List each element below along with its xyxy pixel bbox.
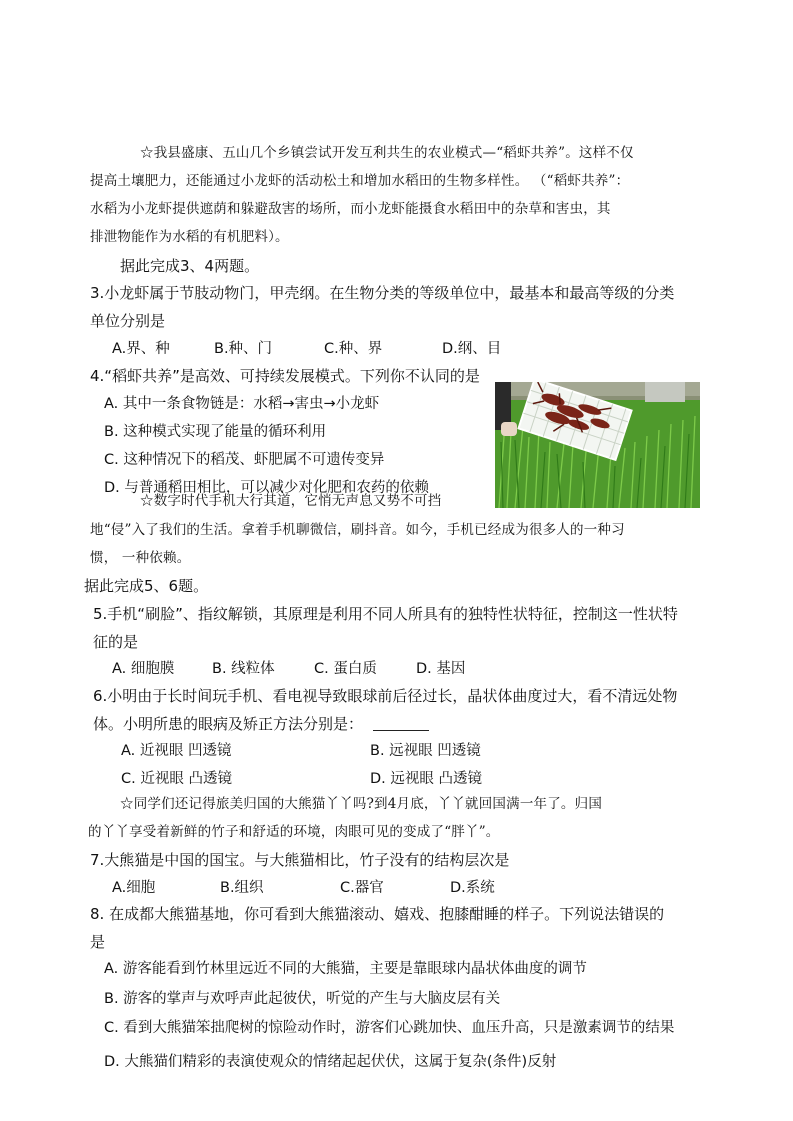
q5-option-b: B. 线粒体 — [212, 661, 275, 677]
q4-option-a: A. 其中一条食物链是：水稻→害虫→小龙虾 — [104, 396, 380, 412]
passage-3-line-1: ☆同学们还记得旅美归国的大熊猫丫丫吗?到4月底，丫丫就回国满一年了。归国 — [120, 796, 603, 812]
q7-option-a: A.细胞 — [112, 880, 156, 896]
q6-stem-line-2 — [93, 714, 429, 734]
q7-option-b: B.组织 — [220, 880, 264, 896]
q3-stem-line-1: 3.小龙虾属于节肢动物门，甲壳纲。在生物分类的等级单位中，最基本和最高等级的分类 — [90, 284, 675, 302]
q8-option-b: B. 游客的掌声与欢呼声此起彼伏，听觉的产生与大脑皮层有关 — [104, 991, 501, 1007]
q8-stem-line-1: 8. 在成都大熊猫基地，你可看到大熊猫滚动、嬉戏、抱膝酣睡的样子。下列说法错误的 — [90, 905, 665, 923]
q8-option-a: A. 游客能看到竹林里远近不同的大熊猫，主要是靠眼球内晶状体曲度的调节 — [104, 961, 587, 977]
passage-1-line-1: ☆我县盛康、五山几个乡镇尝试开发互利共生的农业模式—“稻虾共养”。这样不仅 — [140, 145, 634, 161]
q3-option-a: A.界、种 — [112, 341, 170, 357]
q3-stem-line-2: 单位分别是 — [90, 312, 166, 330]
q6-option-a: A. 近视眼 凹透镜 — [121, 743, 232, 759]
q5-options — [112, 659, 465, 679]
q5-option-d: D. 基因 — [416, 661, 466, 677]
q7-options — [112, 878, 495, 898]
q6-answer-blank — [373, 716, 429, 731]
q7-stem: 7.大熊猫是中国的国宝。与大熊猫相比，竹子没有的结构层次是 — [90, 851, 510, 869]
q6-stem-line-1: 6.小明由于长时间玩手机、看电视导致眼球前后径过长，晶状体曲度过大，看不清远处物 — [93, 687, 678, 705]
q8-stem-line-2: 是 — [90, 933, 106, 951]
q8-option-c: C. 看到大熊猫笨拙爬树的惊险动作时，游客们心跳加快、血压升高，只是激素调节的结果 — [104, 1020, 675, 1036]
q5-stem-line-1: 5.手机“刷脸”、指纹解锁，其原理是利用不同人所具有的独特性状特征，控制这一性状特 — [93, 605, 678, 623]
passage-2-line-2: 地“侵”入了我们的生活。拿着手机聊微信，刷抖音。如今，手机已经成为很多人的一种习 — [90, 522, 625, 538]
passage-2-line-1: ☆数字时代手机大行其道，它悄无声息又势不可挡 — [140, 493, 442, 509]
passage-1-instruction: 据此完成3、4两题。 — [120, 257, 260, 275]
q4-option-c: C. 这种情况下的稻茂、虾肥属不可遗传变异 — [104, 452, 385, 468]
passage-1-line-4: 排泄物能作为水稻的有机肥料）。 — [90, 229, 289, 245]
q6-option-c: C. 近视眼 凸透镜 — [121, 771, 232, 787]
q7-option-d: D.系统 — [450, 880, 495, 896]
q3-options — [112, 339, 501, 359]
q3-option-c: C.种、界 — [324, 341, 383, 357]
q5-option-a: A. 细胞膜 — [112, 661, 175, 677]
q5-option-c: C. 蛋白质 — [314, 661, 377, 677]
passage-3-line-2: 的丫丫享受着新鲜的竹子和舒适的环境，肉眼可见的变成了“胖丫”。 — [88, 824, 500, 840]
q4-option-b: B. 这种模式实现了能量的循环利用 — [104, 424, 327, 440]
passage-2-instruction: 据此完成5、6题。 — [84, 577, 209, 595]
q6-option-b: B. 远视眼 凹透镜 — [370, 743, 481, 759]
q6-stem-text: 体。小明所患的眼病及矫正方法分别是： — [93, 715, 364, 733]
q3-option-b: B.种、门 — [214, 341, 273, 357]
passage-1-line-3: 水稻为小龙虾提供遮荫和躲避敌害的场所，而小龙虾能摄食水稻田中的杂草和害虫，其 — [90, 201, 611, 217]
q7-option-c: C.器官 — [340, 880, 384, 896]
q6-option-d: D. 远视眼 凸透镜 — [370, 771, 482, 787]
q8-option-d: D. 大熊猫们精彩的表演使观众的情绪起起伏伏，这属于复杂(条件)反射 — [104, 1054, 557, 1070]
passage-2-line-3: 惯， 一种依赖。 — [90, 550, 191, 566]
q5-stem-line-2: 征的是 — [93, 633, 139, 651]
q3-option-d: D.纲、目 — [442, 341, 502, 357]
passage-1-line-2: 提高土壤肥力，还能通过小龙虾的活动松土和增加水稻田的生物多样性。 （“稻虾共养”： — [90, 173, 630, 189]
q4-option-d: D. 与普通稻田相比，可以减少对化肥和农药的依赖 — [104, 480, 429, 496]
q4-stem: 4.“稻虾共养”是高效、可持续发展模式。下列你不认同的是 — [90, 367, 480, 385]
crayfish-rice-field-photo — [495, 382, 700, 508]
